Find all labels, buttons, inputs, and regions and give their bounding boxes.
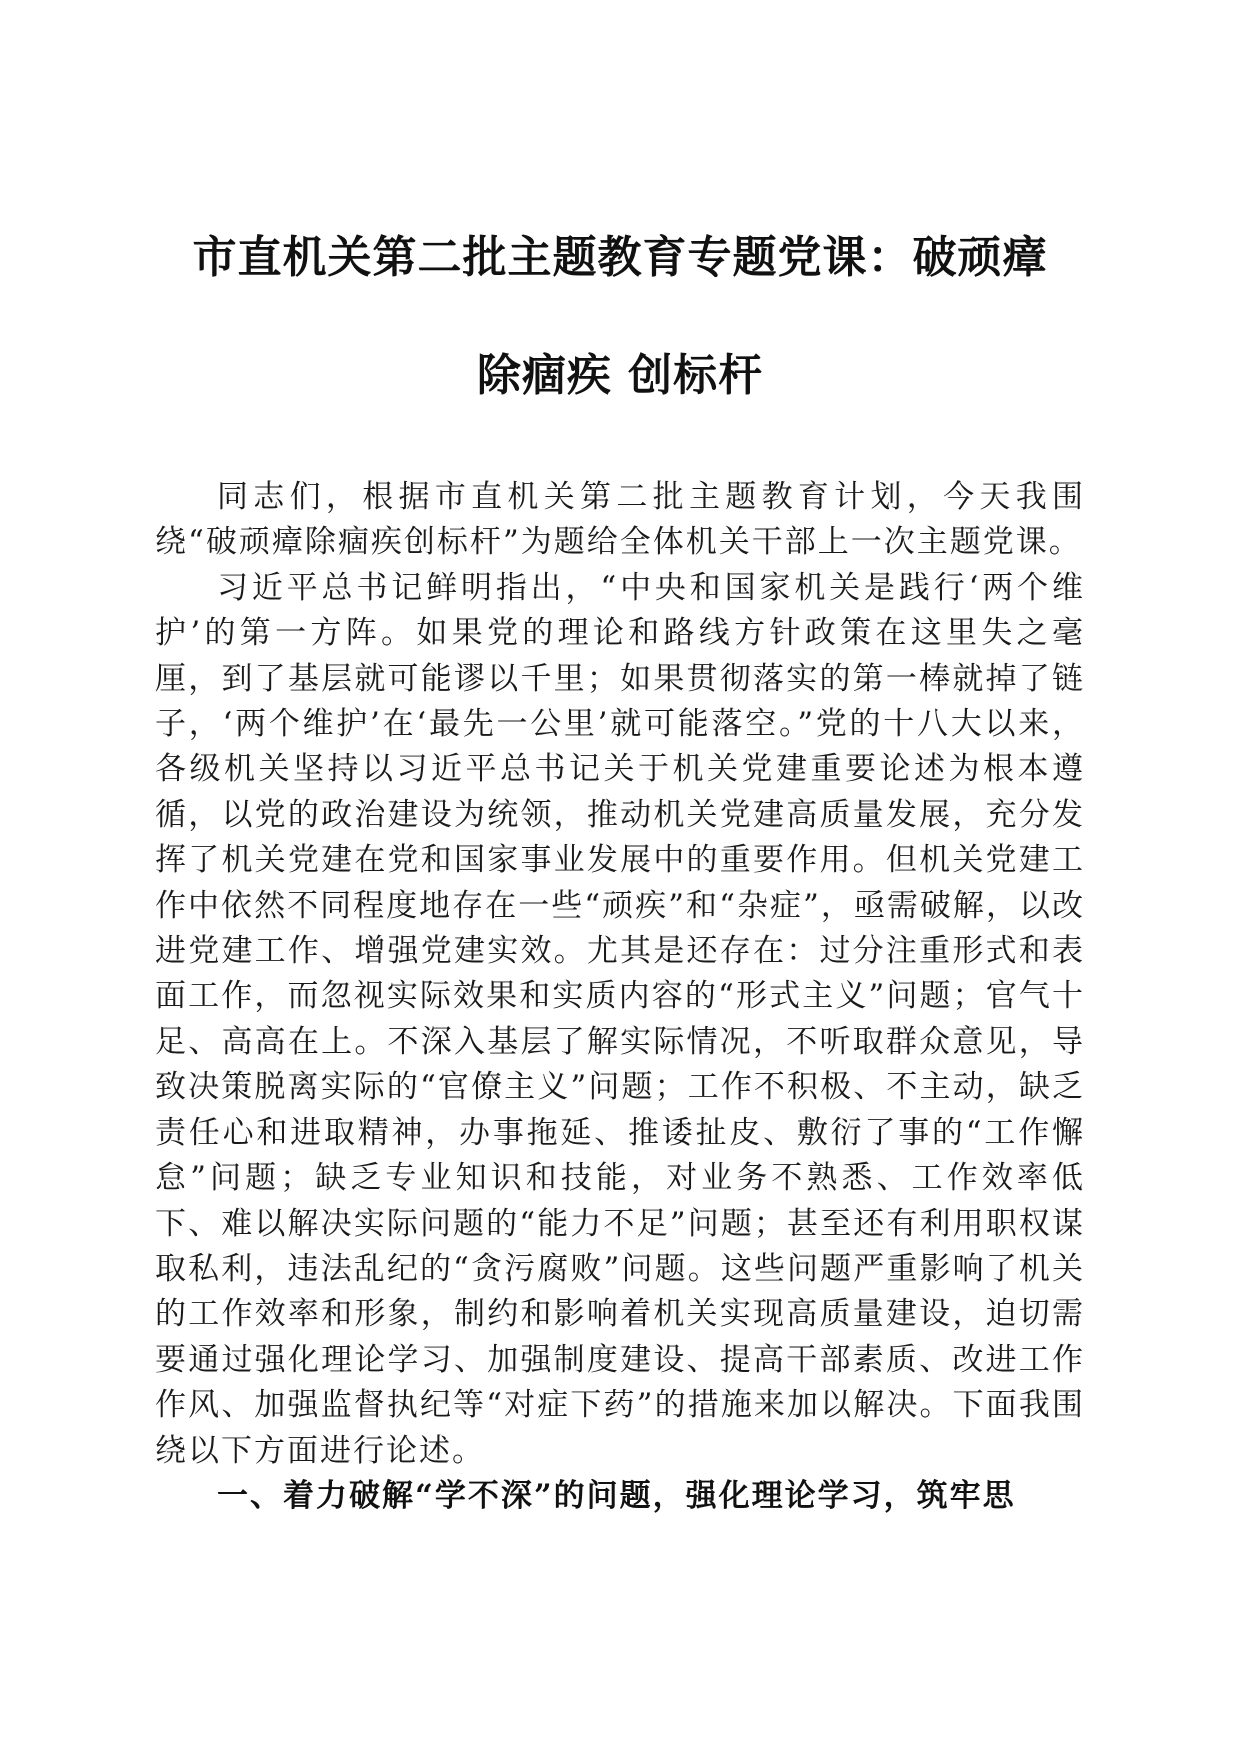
document-title-line-1: 市直机关第二批主题教育专题党课：破顽瘴 bbox=[192, 232, 1048, 283]
document-body bbox=[155, 475, 1085, 1519]
document-title-line-2: 除痼疾 创标杆 bbox=[476, 350, 764, 401]
section-heading: 一、着力破解“学不深”的问题，强化理论学习，筑牢思 bbox=[217, 1477, 1016, 1514]
paragraph-main: 习近平总书记鲜明指出，“中央和国家机关是践行‘两个维护’的第一方阵。如果党的理论和路线方针政策在这里失之毫厘，到了基层就可能谬以千里；如果贯彻落实的第一棒就掉了链子，‘两个维护’在‘最先一公里’就可能落空。”党的十八大以来，各级机关坚持以习近平总书记关于机关党建重要论述为根本遵循，以党的政治建设为统领，推动机关党建高质量发展，充分发挥了机关党建在党和国家事业发展中的重要作用。但机关党建工作中依然不同程度地存在一些“顽疾”和“杂症”，亟需破解，以改进党建工作、增强党建实效。尤其是还存在：过分注重形式和表面工作，而忽视实际效果和实质内容的“形式主义”问题；官气十足、高高在上。不深入基层了解实际情况，不听取群众意见，导致决策脱离实际的“官僚主义”问题；工作不积极、不主动，缺乏责任心和进取精神，办事拖延、推诿扯皮、敷衍了事的“工作懈怠”问题；缺乏专业知识和技能，对业务不熟悉、工作效率低下、难以解决实际问题的“能力不足”问题；甚至还有利用职权谋取私利，违法乱纪的“贪污腐败”问题。这些问题严重影响了机关的工作效率和形象，制约和影响着机关实现高质量建设，迫切需要通过强化理论学习、加强制度建设、提高干部素质、改进工作作风、加强监督执纪等“对症下药”的措施来加以解决。下面我围绕以下方面进行论述。 bbox=[155, 569, 1085, 1469]
paragraph-intro: 同志们，根据市直机关第二批主题教育计划，今天我围绕“破顽瘴除痼疾创标杆”为题给全体机关干部上一次主题党课。 bbox=[155, 479, 1085, 561]
